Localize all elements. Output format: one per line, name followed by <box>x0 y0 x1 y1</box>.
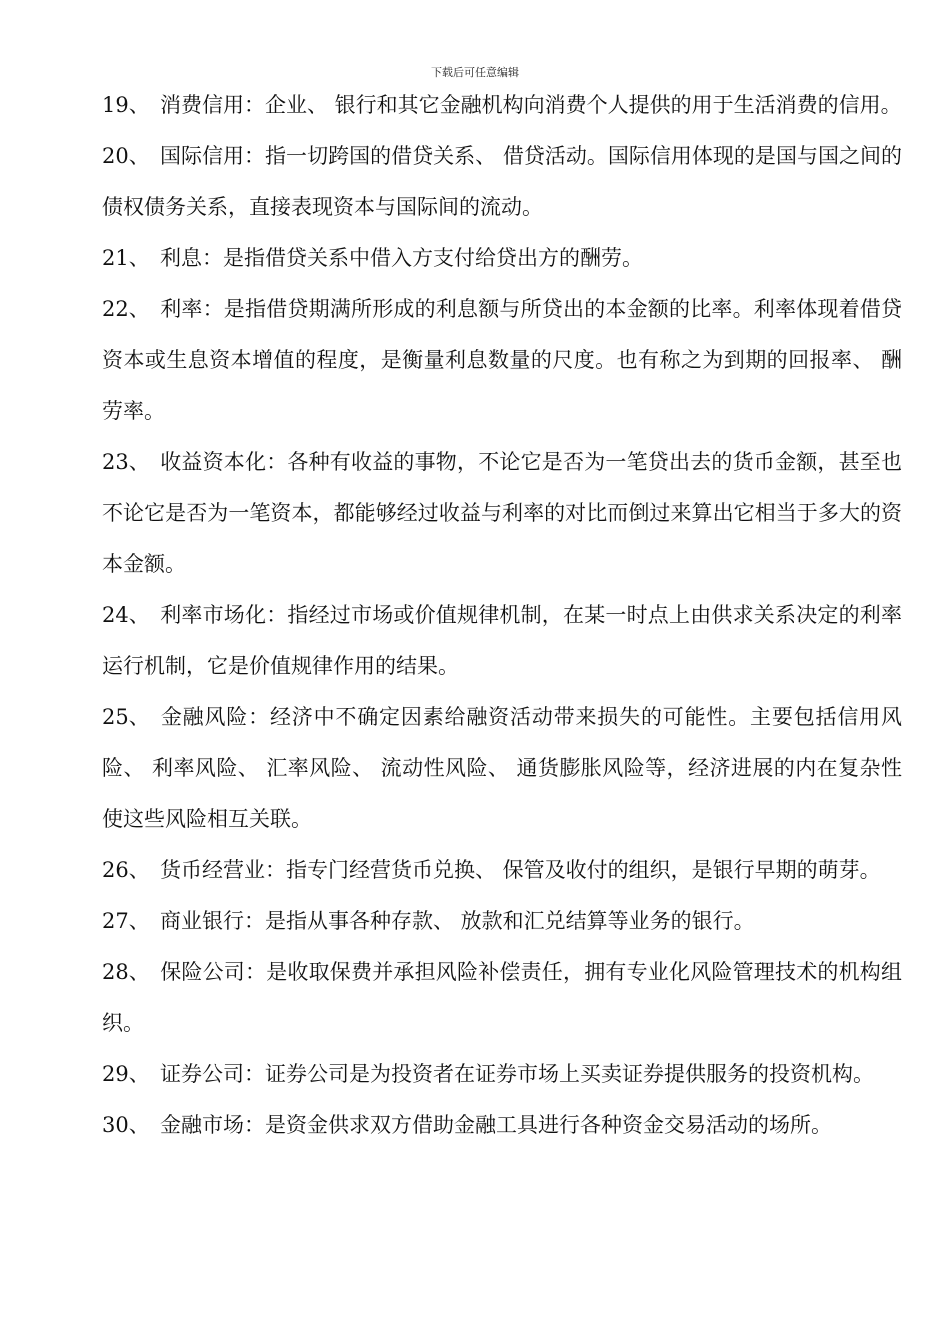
glossary-entry <box>102 233 902 284</box>
page-header-note: 下载后可任意编辑 <box>431 66 519 79</box>
glossary-entry <box>102 437 902 590</box>
entry-number: 25、 <box>102 705 150 729</box>
entry-text: 收益资本化：各种有收益的事物，不论它是否为一笔贷出去的货币金额，甚至也不论它是否为一笔资本，都能够经过收益与利率的对比而倒过来算出它相当于多大的资本金额。 <box>102 450 902 576</box>
glossary-entry <box>102 845 902 896</box>
entry-number: 29、 <box>102 1062 150 1086</box>
entry-number: 22、 <box>102 297 150 321</box>
entry-number: 24、 <box>102 603 150 627</box>
entry-number: 30、 <box>102 1113 150 1137</box>
entry-number: 23、 <box>102 450 150 474</box>
entry-number: 21、 <box>102 246 150 270</box>
glossary-entry <box>102 590 902 692</box>
entry-text: 利率：是指借贷期满所形成的利息额与所贷出的本金额的比率。利率体现着借贷资本或生息资本增值的程度，是衡量利息数量的尺度。也有称之为到期的回报率、 酬劳率。 <box>102 297 902 423</box>
glossary-entry <box>102 1049 902 1100</box>
glossary-entry <box>102 80 902 131</box>
entry-text: 金融风险：经济中不确定因素给融资活动带来损失的可能性。主要包括信用风险、 利率风险、 汇率风险、 流动性风险、 通货膨胀风险等，经济进展的内在复杂性使这些风险相互关联。 <box>102 705 902 831</box>
entry-text: 消费信用：企业、 银行和其它金融机构向消费个人提供的用于生活消费的信用。 <box>160 93 902 117</box>
entry-number: 27、 <box>102 909 150 933</box>
entry-text: 利率市场化：指经过市场或价值规律机制，在某一时点上由供求关系决定的利率运行机制，它是价值规律作用的结果。 <box>102 603 902 678</box>
glossary-entry <box>102 1100 902 1151</box>
entry-number: 19、 <box>102 93 150 117</box>
entry-text: 商业银行：是指从事各种存款、 放款和汇兑结算等业务的银行。 <box>160 909 755 933</box>
glossary-entry <box>102 131 902 233</box>
glossary-entry <box>102 284 902 437</box>
entry-text: 保险公司：是收取保费并承担风险补偿责任，拥有专业化风险管理技术的机构组织。 <box>102 960 902 1035</box>
entry-number: 26、 <box>102 858 150 882</box>
entry-text: 货币经营业：指专门经营货币兑换、 保管及收付的组织，是银行早期的萌芽。 <box>160 858 881 882</box>
entry-text: 利息：是指借贷关系中借入方支付给贷出方的酬劳。 <box>160 246 643 270</box>
entry-number: 20、 <box>102 144 150 168</box>
glossary-entry <box>102 947 902 1049</box>
entry-text: 证券公司：证券公司是为投资者在证券市场上买卖证券提供服务的投资机构。 <box>160 1062 874 1086</box>
entry-number: 28、 <box>102 960 150 984</box>
glossary-entry <box>102 896 902 947</box>
entry-text: 金融市场：是资金供求双方借助金融工具进行各种资金交易活动的场所。 <box>160 1113 832 1137</box>
glossary-content <box>102 80 902 1151</box>
glossary-entry <box>102 692 902 845</box>
entry-text: 国际信用：指一切跨国的借贷关系、 借贷活动。国际信用体现的是国与国之间的债权债务关系，直接表现资本与国际间的流动。 <box>102 144 902 219</box>
